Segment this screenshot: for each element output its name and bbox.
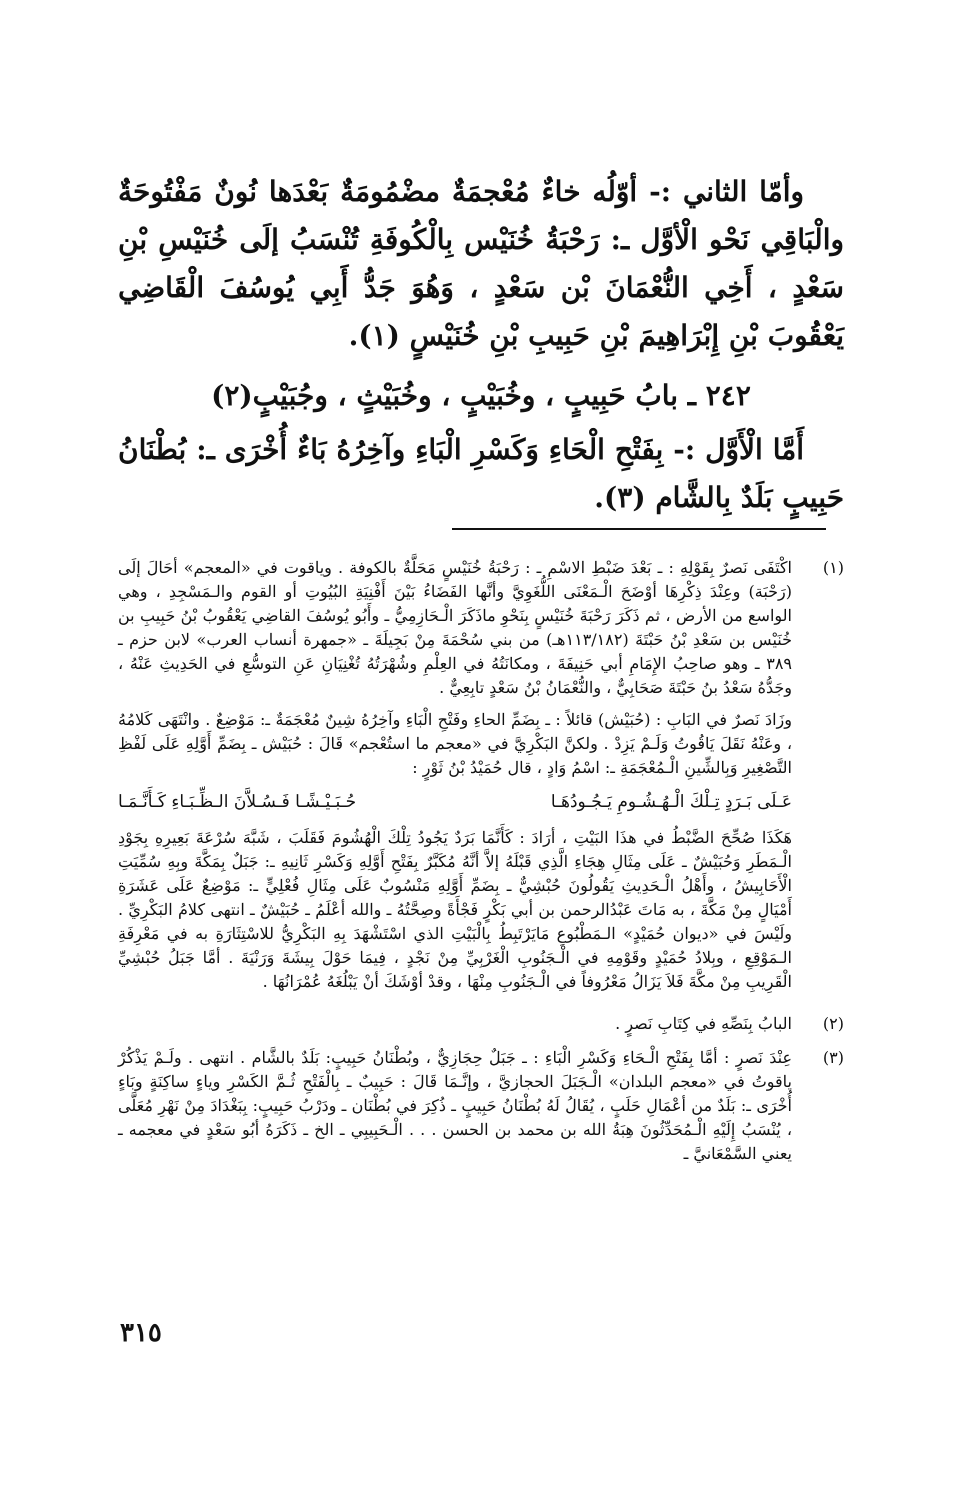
page-number: ٣١٥ — [120, 1318, 162, 1348]
chapter-heading: ٢٤٢ ـ بابُ حَبِيبٍ ، وخُبَيْبٍ ، وخُبَيْثٍ ، وجُبَيْبٍ(٢) — [211, 379, 751, 412]
footnote-2-text: البابُ بِنَصِّهِ في كِتَابِ نَصرٍ . — [615, 1014, 792, 1033]
footnote-number: (٢) — [822, 1014, 844, 1033]
main-paragraph-2: أَمَّا الْأَوَّل :- بِفَتْحِ الْحَاءِ وَكَسْرِ الْبَاءِ وآخِرُهُ بَاءٌ أُخْرَى ـ: بُطْنَانُ حَبِيبٍ بَلَدٌ بِالشَّام (٣). — [118, 433, 844, 514]
footnote-1-paragraph-1: اكْتَفَى نَصرٌ بِقَوْلِهِ : ـ بَعْدَ ضَبْطِ الاسْمِ ـ : رَحْبَةُ خُنَيْسٍ مَحَلَّةٌ بالكوفة . وياقوت في «المعجم» أحَالَ إلَى (رَحْبَة) وعِنْدَ ذِكْرِهَا أوْضَحَ الْـمَعْنَى اللُّغَوِيَّ وأنَّها الفَضَاءُ بَيْنَ أَفْنِيَةِ البُيُوتِ أو القوم والـمَسْجِدِ ، وهي الواسع من الأرض ، ثم ذَكَرَ رَحْبَةَ خُنَيْسٍ بِنَحْوِ ماذَكَرَ الْـحَازِمِيُّ ـ وأَبُو يُوسُفَ القاضِي يَعْقُوبُ بْنُ حَبِيبِ بن خُنَيْس بن سَعْدِ بْنُ حَبْتَةَ (١١٣/١٨٢هـ) من بني سُحْمَةَ مِنْ بَجِيلَةَ ـ «جمهرة أنساب العرب» لابن حزم ـ ٣٨٩ ـ وهو صاحِبُ الإِمَامِ أبي حَنِيفَةَ ، ومكانَتُهُ في العِلْمِ وشُهْرَتُهُ تُغْنِيَانِ عَنِ التوسُّعِ في الحَدِيثِ عَنْهُ ، وجَدُّهُ سَعْدُ بنُ حَبْتَةَ صَحَابِيٌّ ، والنُّعْمَانُ بْنُ سَعْدٍ تابِعِيٌّ . — [118, 558, 793, 697]
footnote-number: (٣) — [822, 1048, 844, 1067]
verse-first-hemistich: حُـبَـيْـشًـا فَـسُـلاَّنَ الـظِّـبَـاءِ كَـأَنَّـمَـا — [118, 792, 357, 812]
footnote-1-paragraph-2: وزَادَ نَصرٌ في البَابِ : (حُبَيْش) قائلاً : ـ بِضَمِّ الحاءِ وفَتْحِ الْبَاءِ وآخِرُهُ شِينٌ مُعْجَمَةٌ ـ: مَوْضِعٌ . وانْتَهَى كَلامُهُ ، وعَنْهُ نَقَلَ يَاقُوتُ وَلَـمْ يَزِدْ . ولكنَّ البَكْرِيَّ في «معجم ما استُعْجم» قَالَ : حُبَيْش ـ بِضَمِّ أَوَّلِهِ عَلَى لَفْظِ التَّصْغِيرِ وَبِالشِّينِ الْـمُعْجَمَةِ ـ: اسْمُ وَادٍ ، قال حُمَيْدُ بْنُ ثَوْرٍ : — [118, 710, 793, 777]
footnote-3-text: عِنْدَ نَصرٍ : أمَّا بِفَتْحِ الْـحَاءِ وَكَسْرِ الْبَاءِ : ـ جَبَلٌ حِجَازِيٌّ ، وبُطْنَانُ حَبِيبٍ: بَلَدٌ بالشَّام . انتهى . ولَـمْ يَذْكُرْ ياقوتُ في «معجم البلدان» الْـجَبَلَ الحجازيَّ ، وإنَّـمَا قَالَ : حَبِيبٌ ـ بِالْفَتْحِ ثُـمَّ الكَسْرِ وياءٍ ساكِنَةٍ وبَاءٍ أُخْرَى ـ: بَلَدٌ من أعْمَالِ حَلَبٍ ، يُقَالُ لَهُ بُطْنَانُ حَبِيبٍ ـ ذُكِرَ في بُطْنَان ـ ودَرْبُ حَبِيبٍ: بِبَغْدَادَ مِنْ نَهْرِ مُعَلَّى ، يُنْسَبُ إِلَيْهِ الْـمُحَدِّثُونَ هِبَةُ الله بن محمد بن الحسن . . . الْـحَبِيبِي ـ الخ ـ ذَكَرَهُ أبُو سَعْدٍ في معجمه ـ يعني السَّمْعَانيَّ ـ — [118, 1048, 793, 1163]
verse-second-hemistich: عَـلَى بَـرَدٍ تِـلْكَ الْـهُـشُـومِ يَـجُـودُهَـا — [550, 792, 792, 812]
footnote-separator — [452, 528, 826, 530]
footnote-3 — [118, 1046, 844, 1166]
footnote-1-paragraph-3: هَكَذَا صُحِّحَ الضَّبْطُ في هذَا البَيْتِ ، أرَادَ : كَأَنَّمَا بَرَدٌ يَجُودُ تِلْكَ الْهُشُومَ فَقَلَبَ ، شَبَّهَ سُرْعَةَ بَعِيرِهِ بِجَوْدِ الْـمَطَرِ وَحُبَيْشٌ ـ عَلَى مِثَالِ هِجَاءِ الَّذِي قَبْلَهُ إلاَّ أنَّهُ مُكَبَّرٌ بِفَتْحِ أَوَّلِهِ وَكَسْرِ ثَانِيهِ ـ: جَبَلٌ بِمَكَّةَ وبِهِ سُمِّيَتِ الْأَحَابِيشُ ، وأَهْلُ الْـحَدِيثِ يَقُولُونَ حُبْشِيٌّ ـ بِضَمِّ أَوَّلِهِ مَنْسُوبٌ عَلَى مِثَالِ فُعْلِيٍّ ـ: مَوْضِعٌ عَلَى عَشَرَةِ أَمْيَالٍ مِنْ مَكَّةَ ، به مَاتَ عَبْدُالرحمن بن أبي بَكْرٍ فَجْأَةً وصِحَّتُهُ ـ والله أعْلَمُ ـ حُبَيْشٌ ـ انتهى كلامُ البَكْرِيِّ . ولَيْسَ في «ديوان حُمَيْدٍ» الـمَطْبُوعِ مَايَرْتَبِطُ بِالْبَيْتِ الذي اسْتَشْهَدَ بِهِ البَكْرِيُّ للاسْتِثَارَةِ به في مَعْرِفَةِ الـمَوْقِعِ ، وبِلادُ حُمَيْدٍ وقَوْمِهِ في الْـجَنُوبِ الْغَرْبِيِّ مِنْ نَجْدٍ ، فِيمَا حَوْلَ بِيشَةَ وَرَنْيَةَ . أمَّا جَبَلُ حُبْشِيِّ الْقَرِيبِ مِنْ مكَّةَ فَلاَ يَزَالُ مَعْرُوفاً في الْـجَنُوبِ مِنْهَا ، وقدْ أوْشَكَ أنْ يَبْلُغَهُ عُمْرَانُهَا . — [118, 828, 793, 991]
main-paragraph-1: وأمّا الثاني :- أوّلُه خاءٌ مُعْجمَةٌ مضْمُومَةٌ بَعْدَها نُونٌ مَفْتُوحَةٌ والْبَاقِي نَحْو الْأوَّل ـ: رَحْبَةُ خُنَيْس بِالْكُوفَةِ تُنْسَبُ إلَى خُنَيْسِ بْنِ سَعْدٍ ، أَخِي النُّعْمَانَ بْن سَعْدٍ ، وَهُوَ جَدُّ أَبِي يُوسُفَ الْقَاضِي يَعْقُوبَ بْنِ إِبْرَاهِيمَ بْنِ حَبِيبِ بْنِ خُنَيْسٍ (١). — [118, 175, 844, 352]
footnote-number: (١) — [822, 558, 844, 577]
main-text — [118, 168, 844, 522]
footnote-1 — [118, 556, 844, 994]
footnotes — [118, 556, 844, 1176]
footnote-2 — [118, 1012, 844, 1036]
poem-verse — [118, 790, 792, 814]
